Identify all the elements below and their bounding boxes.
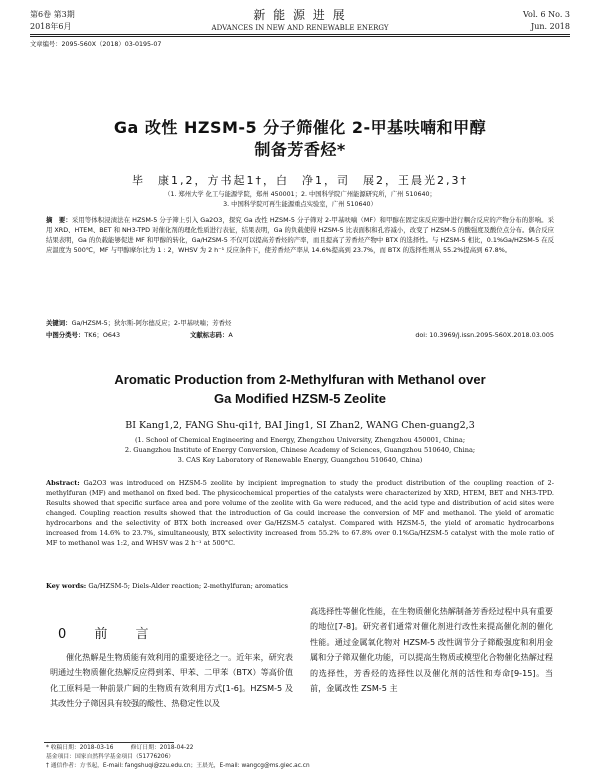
- affiliation-en-2: 2. Guangzhou Institute of Energy Conversion, Chinese Academy of Sciences, Guangzhou 510640, China;: [124, 446, 476, 454]
- keywords-cn-text: Ga/HZSM-5；狄尔斯-阿尔德反应；2-甲基呋喃；芳香烃: [71, 319, 232, 327]
- footnote-corresponding: † 通信作者：方书起，E-mail: fangshuqi@zzu.edu.cn；王晨光，E-mail: wangcg@ms.giec.ac.cn: [46, 763, 310, 769]
- keywords-cn: [46, 318, 554, 328]
- keywords-cn-label: 关键词：: [46, 319, 72, 327]
- title-cn-line2: 制备芳香烃*: [254, 140, 346, 159]
- header-month: Jun. 2018: [531, 22, 570, 31]
- title-en-line2: Ga Modified HZSM-5 Zeolite: [214, 391, 386, 406]
- footnote-received: * 收稿日期：2018-03-16 修订日期：2018-04-22: [46, 745, 194, 751]
- footnote-funding: 基金项目：国家自然科学基金项目（51776206）: [46, 754, 175, 760]
- authors-en: BI Kang1,2, FANG Shu-qi1†, BAI Jing1, SI Zhan2, WANG Chen-guang2,3: [125, 420, 475, 431]
- document-code-value: A: [228, 331, 233, 339]
- article-number: 文章编号：2095-560X（2018）03-0195-07: [30, 41, 162, 48]
- footnote-rule: [44, 742, 174, 743]
- abstract-en-label: Abstract:: [46, 479, 80, 487]
- journal-name-en: ADVANCES IN NEW AND RENEWABLE ENERGY: [211, 24, 389, 32]
- abstract-en-text: Ga2O3 was introduced on HZSM-5 zeolite by incipient impregnation to study the product distribution of the coupling reaction of 2-methylfuran (MF) and methanol on fixed bed. The physicochemical properties of the catalysts were characterized by XRD, HTEM, BET and NH3-TPD. Results showed that specific surface area and pore volume of the zeolite with Ga were reduced, and the acid type and distribution of acid sites were changed. Coupling reaction results showed that the introduction of Ga could increase the conversion of MF and methanol. The yield of aromatic hydrocarbons and the selectivity of BTX both increased over Ga/HZSM-5 catalyst. Compared with HZSM-5, the yield of aromatic hydrocarbons increased from 14.6% to 23.7%, simultaneously, BTX selectivity increased from 55.2% to 67.8% over 0.1%Ga/HZSM-5 catalyst with the mole ratio of MF to methanol was 1:2, and WHSV was 2 h⁻¹ at 500°C.: [46, 479, 554, 547]
- authors-cn: 毕 康1,2，方书起1†，白 净1，司 展2，王晨光2,3†: [132, 174, 468, 187]
- header-rule-top: [30, 34, 570, 35]
- document-code: [190, 330, 233, 340]
- clc-number: [46, 330, 120, 340]
- document-code-label: 文献标志码：: [190, 331, 229, 339]
- journal-name-cn: 新 能 源 进 展: [253, 8, 347, 22]
- abstract-cn: [46, 215, 554, 255]
- abstract-cn-label: 摘 要：: [46, 216, 72, 224]
- header-date: 2018年6月: [30, 22, 72, 31]
- keywords-en-label: Key words:: [46, 582, 87, 590]
- body-right-column: 高选择性等催化性能，在生物质催化热解制备芳香烃过程中具有重要的地位[7-8]。研究者们通常对催化剂进行改性来提高催化剂的催化性能。通过金属氧化物对 HZSM-5 改性调节分子筛酸强度和利用金属和分子筛双催化功能，可以提高生物质或模型化合物催化热解过程的选择性，芳香烃的选择性以及催化剂的活性和寿命[9-15]。当前，金属改性 ZSM-5 主: [310, 606, 553, 694]
- header-rule-bottom: [30, 36, 570, 37]
- clc-value: TK6；O643: [84, 331, 121, 339]
- keywords-en: [46, 581, 554, 591]
- keywords-en-text: Ga/HZSM-5; Diels-Alder reaction; 2-methylfuran; aromatics: [88, 582, 289, 590]
- header-vol-no: Vol. 6 No. 3: [523, 10, 570, 19]
- section-heading: 0 前 言: [58, 627, 161, 642]
- clc-label: 中图分类号：: [46, 331, 85, 339]
- header-volume: 第6卷 第3期: [30, 10, 75, 19]
- title-cn-line1: Ga 改性 HZSM-5 分子筛催化 2-甲基呋喃和甲醇: [113, 118, 487, 137]
- body-left-column: 催化热解是生物质能有效利用的重要途径之一。近年来，研究表明通过生物质催化热解反应得到苯、甲苯、二甲苯（BTX）等高价值化工原料是一种前景广阔的生物质有效利用方式[1-6]。HZSM-5 及其改性分子筛因具有较强的酸性、热稳定性以及: [50, 652, 293, 709]
- abstract-en: [46, 478, 554, 548]
- doi: doi: 10.3969/j.issn.2095-560X.2018.03.005: [415, 331, 554, 339]
- affiliation-cn-2: 3. 中国科学院可再生能源重点实验室，广州 510640）: [223, 201, 377, 208]
- affiliation-en-1: (1. School of Chemical Engineering and Energy, Zhengzhou University, Zhengzhou 450001, China;: [134, 436, 466, 444]
- affiliation-cn-1: （1. 郑州大学 化工与能源学院，郑州 450001；2. 中国科学院广州能源研究所，广州 510640；: [164, 191, 436, 198]
- affiliation-en-3: 3. CAS Key Laboratory of Renewable Energy, Guangzhou 510640, China): [177, 456, 423, 464]
- title-en-line1: Aromatic Production from 2-Methylfuran with Methanol over: [114, 372, 486, 387]
- abstract-cn-text: 采用等体积浸渍法在 HZSM-5 分子筛上引入 Ga2O3，探究 Ga 改性 HZSM-5 分子筛对 2-甲基呋喃（MF）和甲醇在固定床反应器中进行耦合反应的产物分布的影响。采用 XRD、HTEM、BET 和 NH3-TPD 对催化剂的理化性质进行表征，结果表明，Ga 的负载使得 HZSM-5 比表面积和孔容减小，改变了 HZSM-5 的酸强度及酸位点分布。偶合反应结果表明，Ga 的负载能够促进 MF 和甲醇的转化，Ga/HZSM-5 不仅可以提高芳香烃的产率，而且提高了芳香烃产物中 BTX 的选择性。与 HZSM-5 相比，0.1%Ga/HZSM-5 在反应温度为 500℃，MF 与甲醇摩尔比为 1 : 2，WHSV 为 2 h⁻¹ 反应条件下，使芳香烃产率从 14.6%提高到 23.7%，而 BTX 的选择性则从 55.2%提高到 67.8%。: [46, 216, 554, 254]
